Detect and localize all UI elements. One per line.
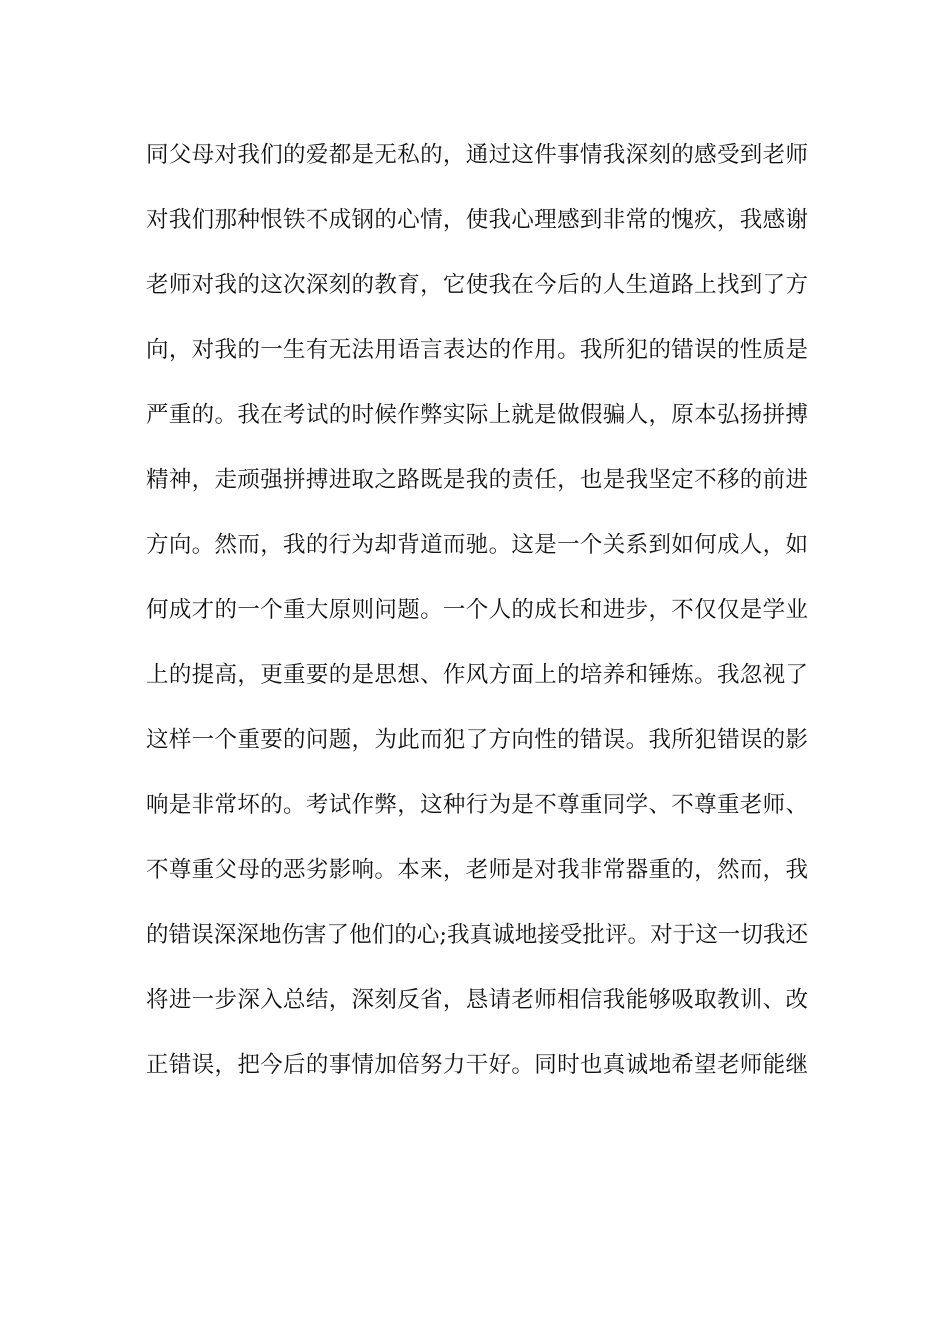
text-line-12: 不尊重父母的恶劣影响。本来，老师是对我非常器重的，然而，我 — [146, 857, 808, 883]
text-line-7: 方向。然而，我的行为却背道而驰。这是一个关系到如何成人，如 — [146, 532, 808, 558]
text-line-1: 同父母对我们的爱都是无私的，通过这件事情我深刻的感受到老师 — [146, 142, 808, 168]
text-line-6: 精神，走顽强拼搏进取之路既是我的责任，也是我坚定不移的前进 — [146, 467, 808, 493]
text-line-14: 将进一步深入总结，深刻反省，恳请老师相信我能够吸取教训、改 — [146, 987, 808, 1013]
text-line-13: 的错误深深地伤害了他们的心;我真诚地接受批评。对于这一切我还 — [146, 922, 808, 948]
text-line-10: 这样一个重要的问题，为此而犯了方向性的错误。我所犯错误的影 — [146, 727, 808, 753]
text-line-11: 响是非常坏的。考试作弊，这种行为是不尊重同学、不尊重老师、 — [146, 792, 808, 818]
text-line-8: 何成才的一个重大原则问题。一个人的成长和进步，不仅仅是学业 — [146, 597, 808, 623]
text-line-3: 老师对我的这次深刻的教育，它使我在今后的人生道路上找到了方 — [146, 272, 808, 298]
text-line-15: 正错误，把今后的事情加倍努力干好。同时也真诚地希望老师能继 — [146, 1052, 808, 1078]
text-line-9: 上的提高，更重要的是思想、作风方面上的培养和锤炼。我忽视了 — [146, 662, 808, 688]
body-text — [146, 132, 808, 1107]
text-line-4: 向，对我的一生有无法用语言表达的作用。我所犯的错误的性质是 — [146, 337, 808, 363]
text-line-5: 严重的。我在考试的时候作弊实际上就是做假骗人，原本弘扬拼搏 — [146, 402, 808, 428]
text-line-2: 对我们那种恨铁不成钢的心情，使我心理感到非常的愧疚，我感谢 — [146, 207, 808, 233]
